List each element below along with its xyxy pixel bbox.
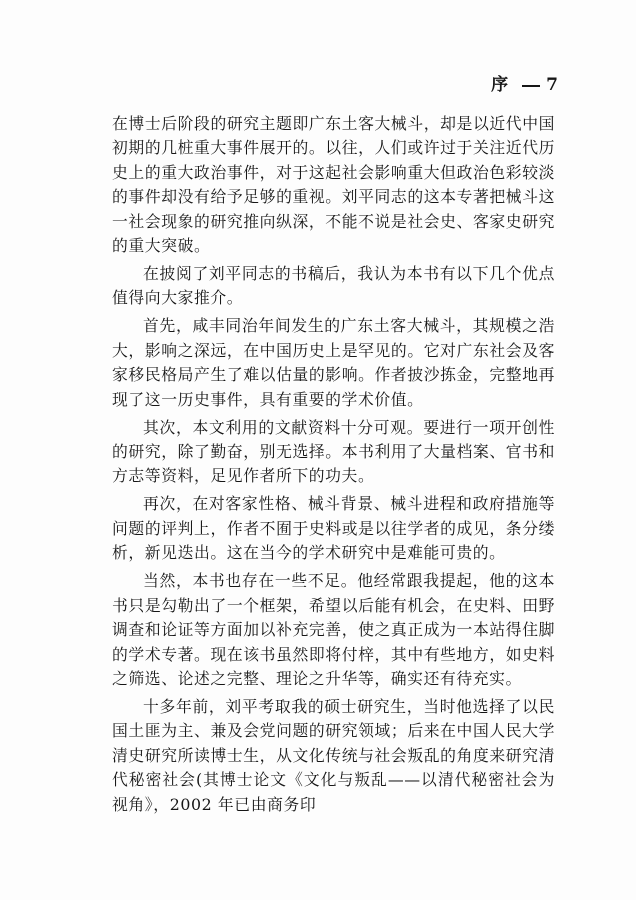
body-text [112,112,555,821]
running-header [491,70,560,95]
page-number: 7 [546,75,560,95]
paragraph-continuation: 在博士后阶段的研究主题即广东土客大械斗，却是以近代中国初期的几桩重大事件展开的。以往，人们或许过于关注近代历史上的重大政治事件，对于这起社会影响重大但政治色彩较淡的事件却没有给予足够的重视。刘平同志的这本专著把械斗这一社会现象的研究推向纵深，不能不说是社会史、客家史研究的重大突破。 [112,114,555,256]
paragraph-first-merit: 首先，咸丰同治年间发生的广东土客大械斗，其规模之浩大，影响之深远，在中国历史上是罕见的。它对广东社会及客家移民格局产生了难以估量的影响。作者披沙拣金，完整地再现了这一历史事件，具有重要的学术价值。 [112,316,555,409]
paragraph-second-merit: 其次，本文利用的文献资料十分可观。要进行一项开创性的研究，除了勤奋，别无选择。本书利用了大量档案、官书和方志等资料，足见作者所下的功夫。 [112,417,555,486]
paragraph-shortcomings: 当然，本书也存在一些不足。他经常跟我提起，他的这本书只是勾勒出了一个框架，希望以后能有机会，在史料、田野调查和论证等方面加以补充完善，使之真正成为一本站得住脚的学术专著。现在该书虽然即将付梓，其中有些地方，如史料之筛选、论述之完整、理论之升华等，确实还有待充实。 [112,571,555,688]
paragraph-intro-merits: 在披阅了刘平同志的书稿后，我认为本书有以下几个优点值得向大家推介。 [112,264,555,308]
header-section-title: 序 [491,75,511,95]
paragraph-third-merit: 再次，在对客家性格、械斗背景、械斗进程和政府措施等问题的评判上，作者不囿于史料或是以往学者的成见，条分缕析，新见迭出。这在当今的学术研究中是难能可贵的。 [112,494,555,563]
header-dash [522,85,540,87]
paragraph-background: 十多年前，刘平考取我的硕士研究生，当时他选择了以民国土匪为主、兼及会党问题的研究领域；后来在中国人民大学清史研究所读博士生，从文化传统与社会叛乱的角度来研究清代秘密社会(其博士论文《文化与叛乱——以清代秘密社会为视角》，2002 年已由商务印 [112,696,555,814]
